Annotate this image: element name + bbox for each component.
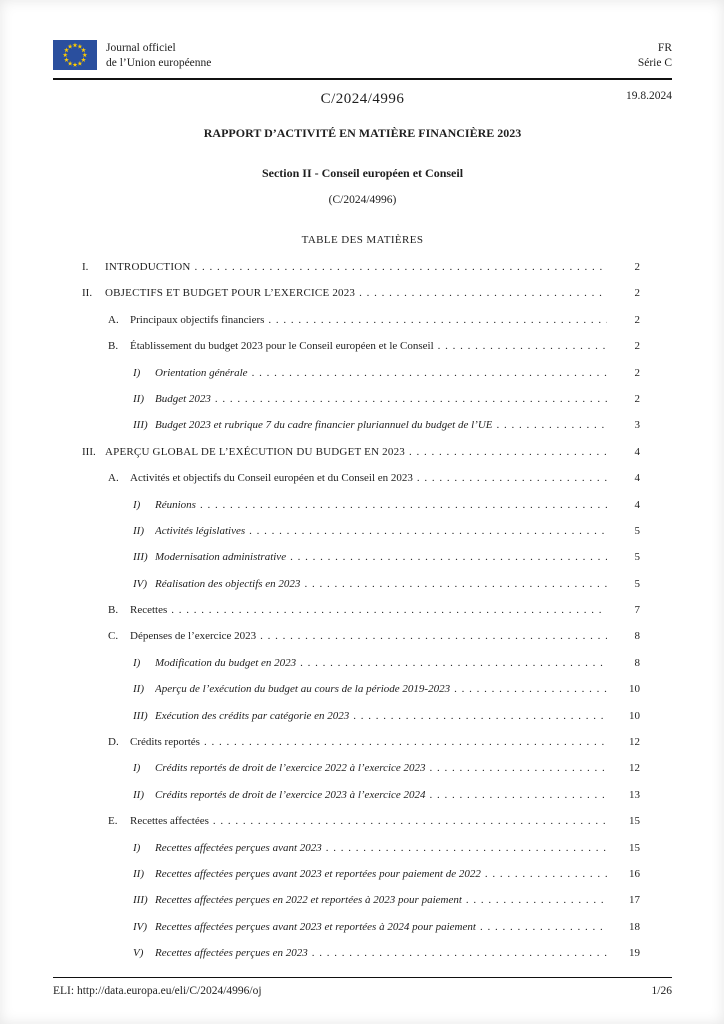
toc-entry-label: Activités et objectifs du Conseil européen et du Conseil en 2023 xyxy=(130,472,413,485)
toc-entry-number: III) xyxy=(133,709,148,722)
toc-leader-dots xyxy=(213,815,607,827)
toc-entry-label: Activités législatives xyxy=(155,524,246,537)
toc-entry-number: II) xyxy=(133,524,144,537)
toc-entry-label: Aperçu de l’exécution du budget au cours de la période 2019-2023 xyxy=(155,683,451,696)
toc-entry xyxy=(53,630,672,656)
toc-entry xyxy=(53,762,672,788)
toc-entry-number: IV) xyxy=(133,920,148,933)
toc-entry-page: 4 xyxy=(634,445,640,458)
toc-leader-dots xyxy=(249,525,607,537)
toc-entry-page: 2 xyxy=(634,340,640,353)
toc-entry-label: Crédits reportés xyxy=(130,736,200,749)
toc-entry-number: B. xyxy=(108,604,119,617)
toc-entry-page: 15 xyxy=(629,841,640,854)
toc-entry xyxy=(53,314,672,340)
toc-entry-label: Recettes xyxy=(130,604,168,617)
document-number: C/2024/4996 xyxy=(320,91,405,107)
toc-entry-label: INTRODUCTION xyxy=(105,261,191,273)
report-subtitle: Section II - Conseil européen et Conseil xyxy=(261,166,464,180)
page-number: 1/26 xyxy=(651,985,672,997)
toc-leader-dots xyxy=(268,314,607,326)
toc-leader-dots xyxy=(480,921,607,933)
toc-entry-number: II) xyxy=(133,867,144,880)
toc-entry-number: V) xyxy=(133,947,144,960)
journal-title-line1: Journal officiel xyxy=(106,42,176,54)
toc-entry-page: 3 xyxy=(634,419,640,432)
toc-entry xyxy=(53,287,672,313)
toc-entry xyxy=(53,683,672,709)
toc-leader-dots xyxy=(438,340,607,352)
toc-entry-number: I) xyxy=(133,762,141,775)
toc-entry-label: APERÇU GLOBAL DE L’EXÉCUTION DU BUDGET EN 2023 xyxy=(105,445,405,458)
toc-leader-dots xyxy=(171,604,607,616)
toc-leader-dots xyxy=(290,551,607,563)
toc-entry-label: Crédits reportés de droit de l’exercice 2022 à l’exercice 2023 xyxy=(155,762,426,775)
toc-entry-label: Crédits reportés de droit de l’exercice 2023 à l’exercice 2024 xyxy=(155,788,426,801)
toc-entry-number: D. xyxy=(108,736,119,749)
toc-entry-number: E. xyxy=(108,815,118,828)
toc-entry-label: Exécution des crédits par catégorie en 2023 xyxy=(155,709,350,722)
toc-entry-page: 12 xyxy=(629,762,640,775)
toc-entry xyxy=(53,736,672,762)
toc-leader-dots xyxy=(312,947,607,959)
toc-entry-label: OBJECTIFS ET BUDGET POUR L’EXERCICE 2023 xyxy=(105,287,356,300)
toc-leader-dots xyxy=(466,894,607,906)
toc-entry-number: III) xyxy=(133,551,148,564)
toc-entry xyxy=(53,499,672,525)
toc-entry-page: 2 xyxy=(634,366,640,379)
toc-entry xyxy=(53,921,672,947)
toc-leader-dots xyxy=(496,419,607,431)
toc-entry-page: 5 xyxy=(634,524,640,537)
toc-entry-label: Réalisation des objectifs en 2023 xyxy=(155,577,301,590)
toc-leader-dots xyxy=(409,446,607,458)
toc-entry-number: C. xyxy=(108,630,119,643)
toc-entry-label: Recettes affectées xyxy=(130,815,209,828)
toc-entry-page: 4 xyxy=(634,472,640,485)
toc-entry-page: 12 xyxy=(629,736,640,749)
toc-entry-label: Principaux objectifs financiers xyxy=(130,313,265,326)
toc-entry-number: III) xyxy=(133,419,148,432)
toc-entry-page: 15 xyxy=(629,815,640,828)
toc-entry-page: 19 xyxy=(629,947,640,960)
toc-entry-number: III) xyxy=(133,894,148,907)
series-label: Série C xyxy=(637,56,672,69)
toc-entry-page: 10 xyxy=(629,709,640,722)
eu-flag-icon xyxy=(53,40,97,70)
journal-header xyxy=(53,0,672,70)
toc-leader-dots xyxy=(260,630,607,642)
toc-entry xyxy=(53,367,672,393)
toc-leader-dots xyxy=(430,789,607,801)
toc-entry-page: 5 xyxy=(634,551,640,564)
toc-heading: TABLE DES MATIÈRES xyxy=(301,234,424,246)
toc-entry xyxy=(53,710,672,736)
toc-entry xyxy=(53,815,672,841)
toc-entry-label: Budget 2023 et rubrique 7 du cadre financier pluriannuel du budget de l’UE xyxy=(155,419,493,432)
toc-entry-label: Modification du budget en 2023 xyxy=(155,656,297,669)
toc-entry-label: Recettes affectées perçues avant 2023 et reportées à 2024 pour paiement xyxy=(155,920,476,933)
toc-leader-dots xyxy=(454,683,607,695)
header-rule xyxy=(53,78,672,80)
toc-entry-label: Recettes affectées perçues avant 2023 xyxy=(155,841,322,854)
toc-entry-label: Modernisation administrative xyxy=(155,551,287,564)
toc-leader-dots xyxy=(204,736,607,748)
toc-leader-dots xyxy=(359,287,607,299)
toc-entry-number: II) xyxy=(133,392,144,405)
toc-entry xyxy=(53,525,672,551)
language-series xyxy=(638,40,672,70)
toc-entry xyxy=(53,340,672,366)
toc-leader-dots xyxy=(195,261,607,273)
toc-entry-label: Budget 2023 xyxy=(155,392,211,405)
toc-entry xyxy=(53,604,672,630)
toc-entry-page: 17 xyxy=(629,894,640,907)
toc-entry xyxy=(53,261,672,287)
toc-entry-number: IV) xyxy=(133,577,148,590)
toc-leader-dots xyxy=(215,393,607,405)
toc-entry-page: 2 xyxy=(634,287,640,300)
toc-leader-dots xyxy=(353,710,607,722)
toc-entry xyxy=(53,446,672,472)
toc-entry xyxy=(53,578,672,604)
publication-date: 19.8.2024 xyxy=(626,90,672,102)
toc-entry-page: 8 xyxy=(634,656,640,669)
eli-link[interactable]: ELI: http://data.europa.eu/eli/C/2024/4996/oj xyxy=(53,985,262,997)
toc-entry-label: Recettes affectées perçues en 2022 et reportées à 2023 pour paiement xyxy=(155,894,462,907)
toc-entry-label: Recettes affectées perçues avant 2023 et reportées pour paiement de 2022 xyxy=(155,867,481,880)
toc-entry-number: I) xyxy=(133,656,141,669)
document-number-row xyxy=(53,90,672,108)
toc-leader-dots xyxy=(304,578,607,590)
toc-entry-page: 13 xyxy=(629,788,640,801)
toc-leader-dots xyxy=(326,842,607,854)
toc-entry-page: 4 xyxy=(634,498,640,511)
toc-leader-dots xyxy=(300,657,607,669)
toc-leader-dots xyxy=(417,472,607,484)
toc-entry-number: I) xyxy=(133,841,141,854)
toc-entry-page: 7 xyxy=(634,604,640,617)
toc-entry xyxy=(53,789,672,815)
toc-entry-page: 8 xyxy=(634,630,640,643)
toc-entry-page: 2 xyxy=(634,313,640,326)
toc-entry-page: 10 xyxy=(629,683,640,696)
toc-entry xyxy=(53,947,672,973)
toc-entry xyxy=(53,472,672,498)
toc-entry-label: Recettes affectées perçues en 2023 xyxy=(155,947,308,960)
toc-entry-page: 5 xyxy=(634,577,640,590)
toc-entry-label: Orientation générale xyxy=(155,366,248,379)
report-title: RAPPORT D’ACTIVITÉ EN MATIÈRE FINANCIÈRE 2023 xyxy=(203,126,522,140)
toc-entry-page: 2 xyxy=(634,261,640,273)
toc-entry-number: II) xyxy=(133,683,144,696)
toc-entry xyxy=(53,419,672,445)
toc-entry-label: Établissement du budget 2023 pour le Conseil européen et le Conseil xyxy=(130,340,434,353)
toc-entry xyxy=(53,657,672,683)
toc-leader-dots xyxy=(252,367,607,379)
toc-entry-number: A. xyxy=(108,313,119,326)
language-code: FR xyxy=(657,42,672,54)
toc-entry-number: II) xyxy=(133,788,144,801)
toc-leader-dots xyxy=(200,499,607,511)
toc-entry xyxy=(53,551,672,577)
toc-entry xyxy=(53,393,672,419)
toc-entry-page: 2 xyxy=(634,392,640,405)
toc-entry-number: III. xyxy=(82,445,96,458)
toc-entry-number: I) xyxy=(133,366,141,379)
table-of-contents xyxy=(53,261,672,974)
toc-entry-page: 18 xyxy=(629,920,640,933)
toc-leader-dots xyxy=(430,762,607,774)
toc-leader-dots xyxy=(485,868,607,880)
toc-entry-number: II. xyxy=(82,287,93,300)
page-footer xyxy=(53,977,672,997)
toc-entry-label: Réunions xyxy=(155,498,196,511)
toc-entry-label: Dépenses de l’exercice 2023 xyxy=(130,630,257,643)
toc-entry-number: I) xyxy=(133,498,141,511)
toc-entry xyxy=(53,894,672,920)
toc-entry-number: I. xyxy=(82,261,89,273)
journal-title-line2: de l’Union européenne xyxy=(106,56,212,69)
toc-entry xyxy=(53,842,672,868)
toc-entry xyxy=(53,868,672,894)
document-reference: (C/2024/4996) xyxy=(328,194,397,206)
toc-entry-number: A. xyxy=(108,472,119,485)
journal-title xyxy=(106,40,211,70)
toc-entry-page: 16 xyxy=(629,867,640,880)
toc-entry-number: B. xyxy=(108,340,119,353)
